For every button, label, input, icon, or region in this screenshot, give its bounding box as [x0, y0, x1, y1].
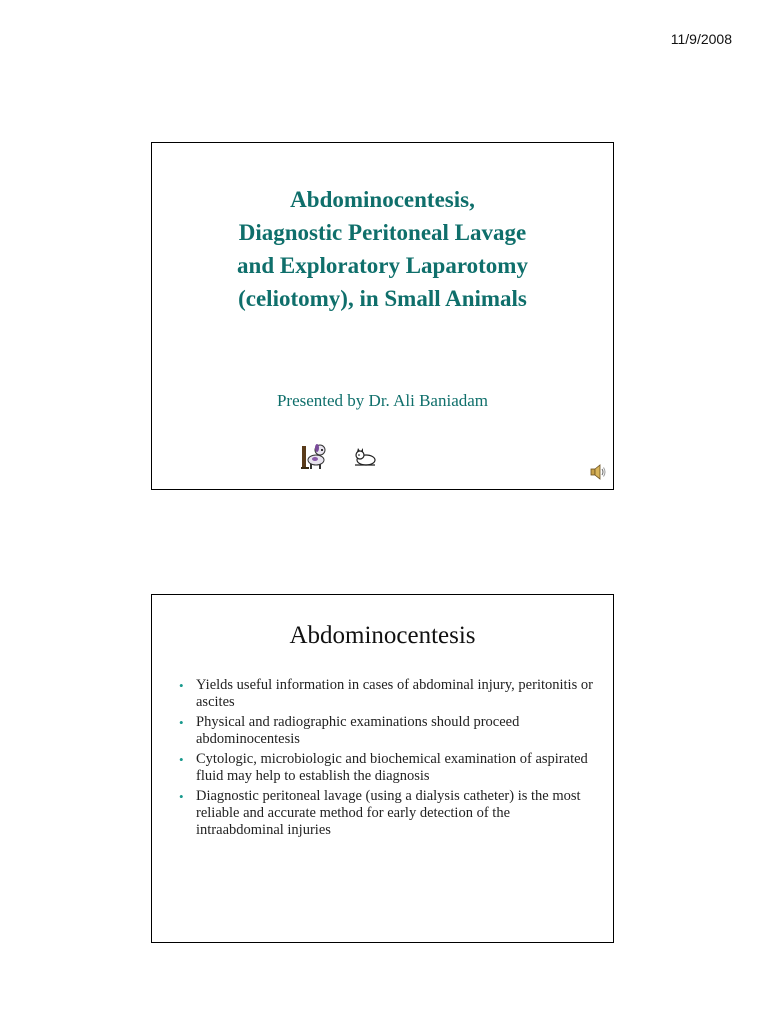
bullet-item — [176, 751, 596, 785]
slide-2-title: Abdominocentesis — [289, 622, 476, 649]
dog-clipart-icon — [301, 442, 327, 470]
slide-1 — [151, 142, 614, 490]
title-line: and Exploratory Laparotomy — [237, 253, 528, 278]
cat-clipart-icon — [353, 447, 377, 467]
page-date: 11/9/2008 — [670, 31, 732, 47]
bullet-dot-icon: • — [179, 715, 184, 730]
bullet-text: Yields useful information in cases of abdominal injury, peritonitis or ascites — [196, 677, 593, 710]
bullet-item — [176, 714, 596, 748]
bullet-item — [176, 788, 596, 839]
bullet-list — [176, 677, 596, 842]
title-line: Abdominocentesis, — [290, 187, 475, 212]
slide-1-subtitle: Presented by Dr. Ali Baniadam — [276, 391, 489, 410]
slide-1-title — [152, 183, 613, 315]
slide-2 — [151, 594, 614, 943]
title-line: (celiotomy), in Small Animals — [238, 286, 527, 311]
speaker-icon[interactable] — [589, 463, 607, 481]
bullet-dot-icon: • — [179, 678, 184, 693]
bullet-item — [176, 677, 596, 711]
bullet-text: Diagnostic peritoneal lavage (using a dialysis catheter) is the most reliable and accurate method for early detection of the intraabdominal injuries — [196, 788, 581, 838]
bullet-text: Physical and radiographic examinations should proceed abdominocentesis — [196, 714, 520, 747]
title-line: Diagnostic Peritoneal Lavage — [238, 220, 527, 245]
bullet-dot-icon: • — [179, 752, 184, 767]
bullet-text: Cytologic, microbiologic and biochemical examination of aspirated fluid may help to establish the diagnosis — [196, 751, 588, 784]
bullet-dot-icon: • — [179, 789, 184, 804]
